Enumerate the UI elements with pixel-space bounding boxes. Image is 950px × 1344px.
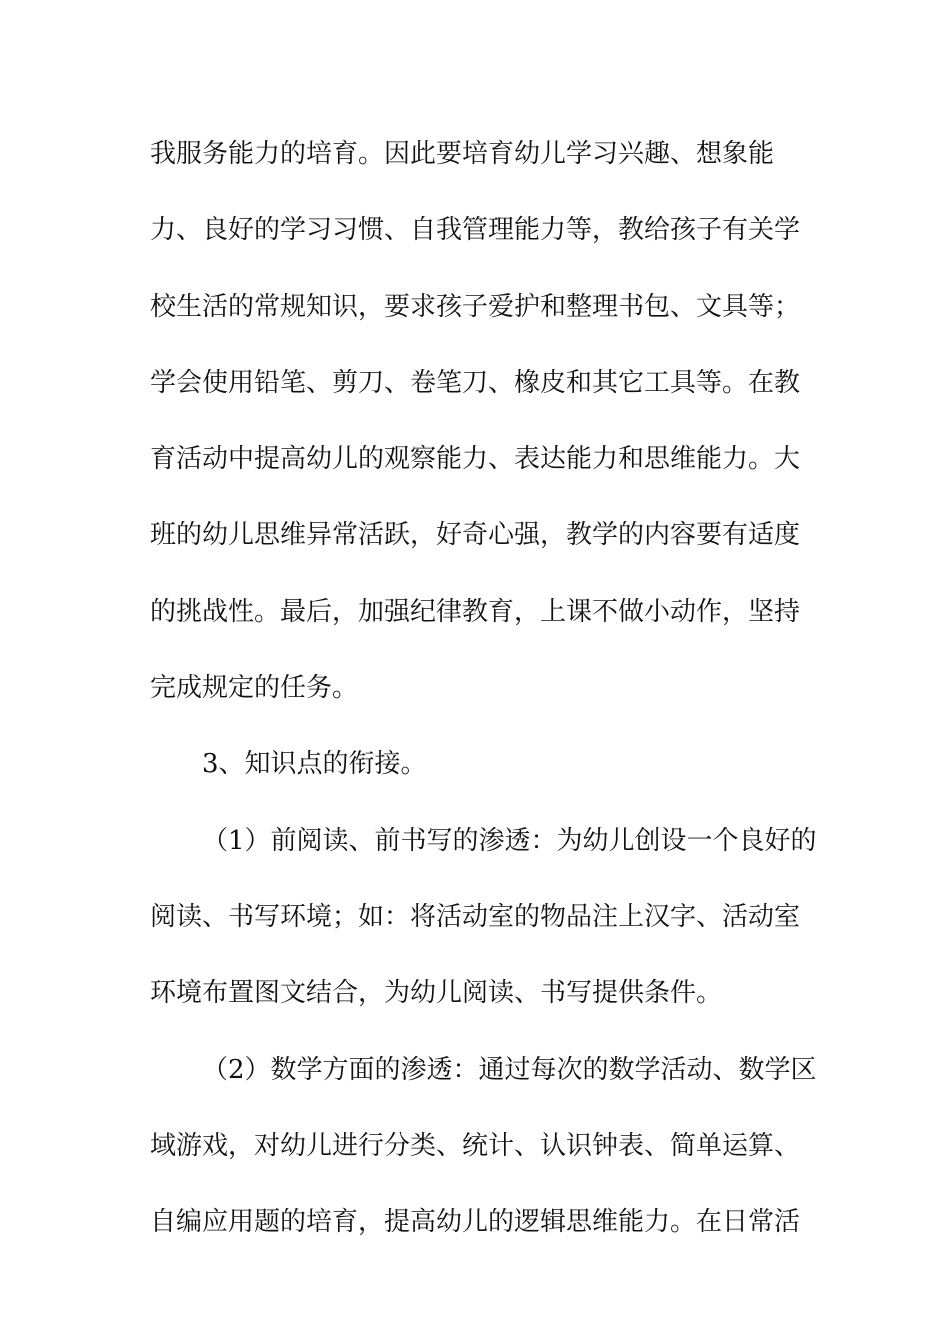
text-line: 班的幼儿思维异常活跃，好奇心强，教学的内容要有适度 xyxy=(150,520,801,551)
text-line: 力、良好的学习习惯、自我管理能力等，教给孩子有关学 xyxy=(150,215,801,246)
text-line: 域游戏，对幼儿进行分类、统计、认识钟表、简单运算、 xyxy=(150,1130,801,1161)
text-line: 我服务能力的培育。因此要培育幼儿学习兴趣、想象能 xyxy=(150,139,775,169)
text-line: 自编应用题的培育，提高幼儿的逻辑思维能力。在日常活 xyxy=(150,1207,801,1238)
text-line: 环境布置图文结合，为幼儿阅读、书写提供条件。 xyxy=(150,978,723,1009)
text-line: 学会使用铅笔、剪刀、卷笔刀、橡皮和其它工具等。在教 xyxy=(150,367,801,398)
text-line: 阅读、书写环境；如：将活动室的物品注上汉字、活动室 xyxy=(150,901,801,932)
text-line: 完成规定的任务。 xyxy=(150,673,359,704)
text-line: 校生活的常规知识，要求孩子爱护和整理书包、文具等； xyxy=(150,291,801,322)
paragraph-start: （2）数学方面的渗透：通过每次的数学活动、数学区 xyxy=(202,1054,817,1085)
paragraph-start: （1）前阅读、前书写的渗透：为幼儿创设一个良好的 xyxy=(202,825,817,856)
section-heading: 3、知识点的衔接。 xyxy=(202,749,427,780)
document-body xyxy=(150,118,817,1262)
text-line: 育活动中提高幼儿的观察能力、表达能力和思维能力。大 xyxy=(150,444,801,475)
text-line: 的挑战性。最后，加强纪律教育，上课不做小动作，坚持 xyxy=(150,596,801,627)
